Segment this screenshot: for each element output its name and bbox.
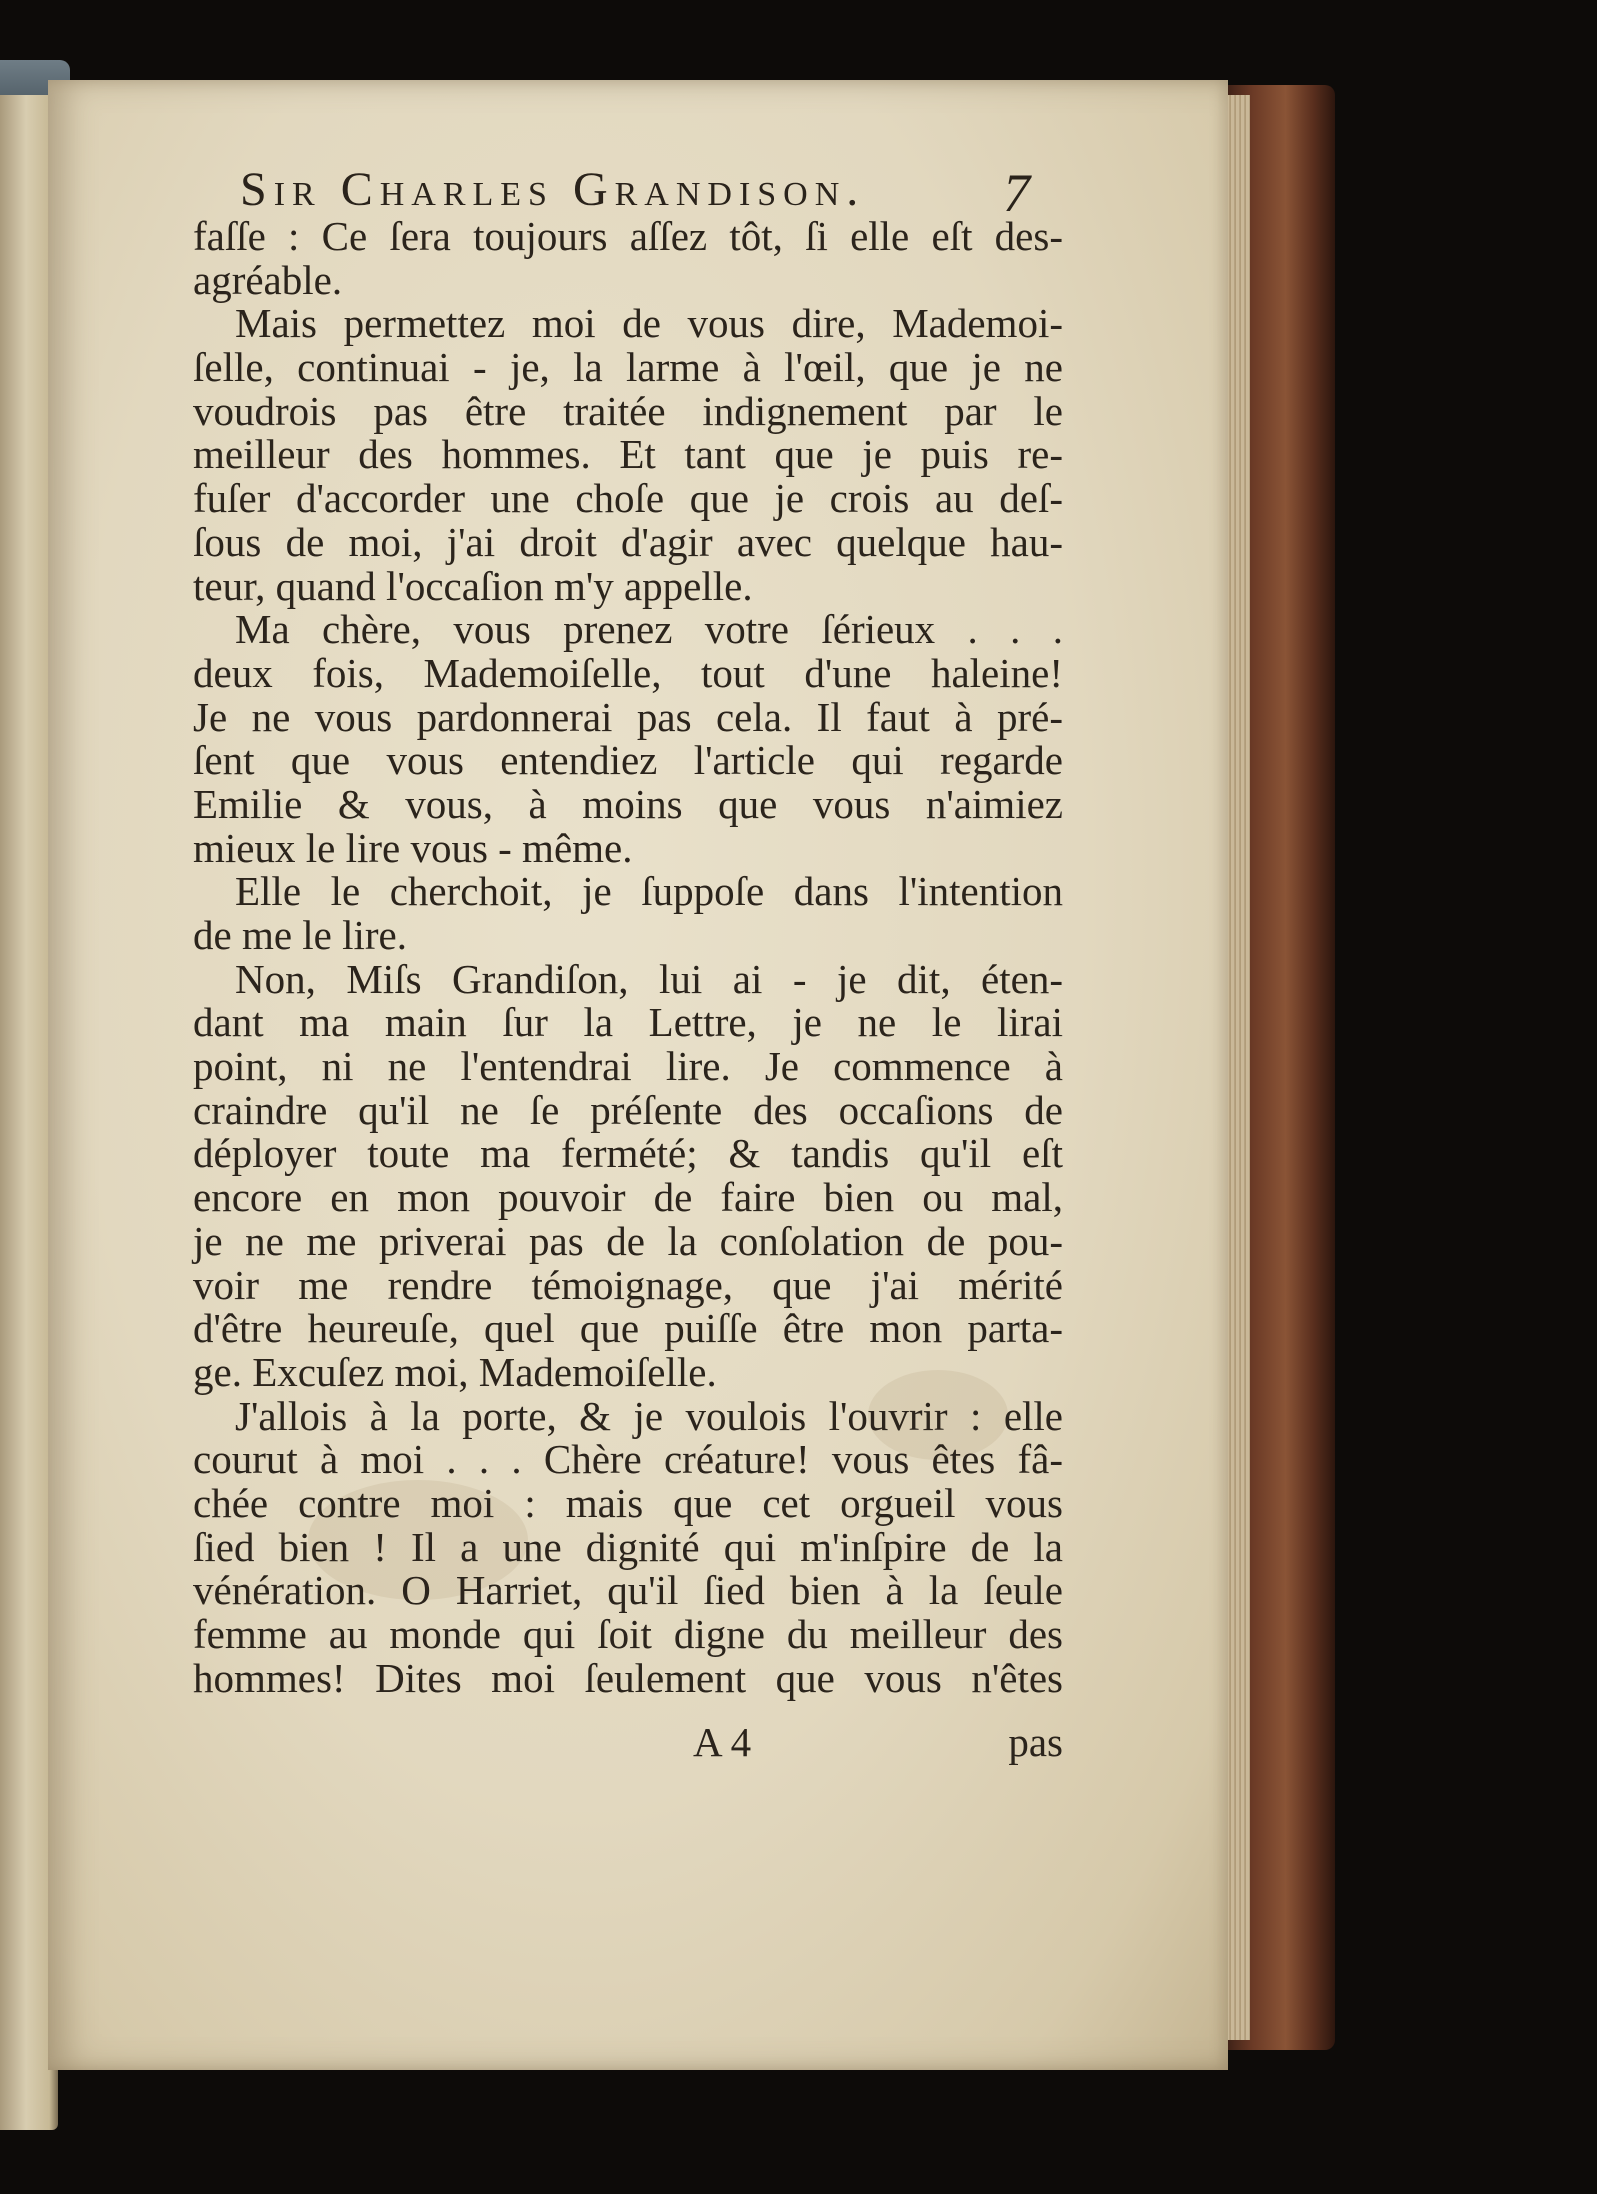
text-line: je ne me priverai pas de la conſolation de pou- [193, 1217, 1063, 1264]
text-line: ſous de moi, j'ai droit d'agir avec quelque hau- [193, 518, 1063, 565]
text-line: Elle le cherchoit, je ſuppoſe dans l'intention [235, 868, 1063, 915]
text-line: J'allois à la porte, & je voulois l'ouvrir : elle [235, 1392, 1063, 1439]
text-line: voir me rendre témoignage, que j'ai mérité [193, 1261, 1063, 1308]
text-line: Non, Miſs Grandiſon, lui ai - je dit, éten- [235, 955, 1063, 1002]
text-line: Ma chère, vous prenez votre ſérieux . . . [235, 606, 1063, 653]
text-line: ge. Excuſez moi, Mademoiſelle. [193, 1348, 717, 1395]
text-line: agréable. [193, 256, 343, 303]
text-line: craindre qu'il ne ſe préſente des occaſions de [193, 1086, 1063, 1133]
text-line: point, ni ne l'entendrai lire. Je commence à [193, 1043, 1063, 1090]
signature-mark: A 4 [693, 1719, 752, 1765]
text-line: Mais permettez moi de vous dire, Mademoi- [235, 300, 1063, 347]
text-line: hommes! Dites moi ſeulement que vous n'êtes [193, 1654, 1063, 1701]
text-line: déployer toute ma fermété; & tandis qu'il eſt [193, 1130, 1063, 1177]
text-line: ſied bien ! Il a une dignité qui m'inſpire de la [193, 1523, 1063, 1570]
text-line: ſelle, continuai - je, la larme à l'œil, que je ne [193, 344, 1063, 391]
catchword: pas [1008, 1719, 1063, 1765]
body-text [193, 215, 1063, 1700]
text-line: femme au monde qui ſoit digne du meilleur des [193, 1611, 1063, 1657]
text-line: teur, quand l'occaſion m'y appelle. [193, 562, 753, 609]
text-line: dant ma main ſur la Lettre, je ne le lirai [193, 999, 1063, 1046]
text-line: chée contre moi : mais que cet orgueil vous [193, 1479, 1063, 1526]
text-line: faſſe : Ce ſera toujours aſſez tôt, ſi elle eſt des- [193, 213, 1063, 259]
text-line: encore en mon pouvoir de faire bien ou mal, [193, 1174, 1063, 1221]
text-line: de me le lire. [193, 912, 408, 958]
text-line: voudrois pas être traitée indignement par le [193, 387, 1063, 434]
running-head-title: Sir Charles Grandison. [240, 163, 866, 216]
text-line: Je ne vous pardonnerai pas cela. Il faut à pré- [193, 693, 1063, 740]
page-footer [193, 1718, 1063, 1768]
text-line: courut à moi . . . Chère créature! vous êtes fâ- [193, 1436, 1063, 1483]
text-line: ſent que vous entendiez l'article qui regarde [193, 737, 1063, 784]
text-line: vénération. O Harriet, qu'il ſied bien à la ſeule [193, 1567, 1063, 1614]
text-line: Emilie & vous, à moins que vous n'aimiez [193, 780, 1063, 827]
text-line: mieux le lire vous - même. [193, 824, 633, 871]
text-line: deux fois, Mademoiſelle, tout d'une haleine! [193, 649, 1063, 696]
page-number: 7 [1003, 163, 1030, 223]
text-line: d'être heureuſe, quel que puiſſe être mon parta- [193, 1305, 1063, 1352]
text-line: fuſer d'accorder une choſe que je crois au deſ- [193, 475, 1063, 522]
text-line: meilleur des hommes. Et tant que je puis re- [193, 431, 1063, 478]
